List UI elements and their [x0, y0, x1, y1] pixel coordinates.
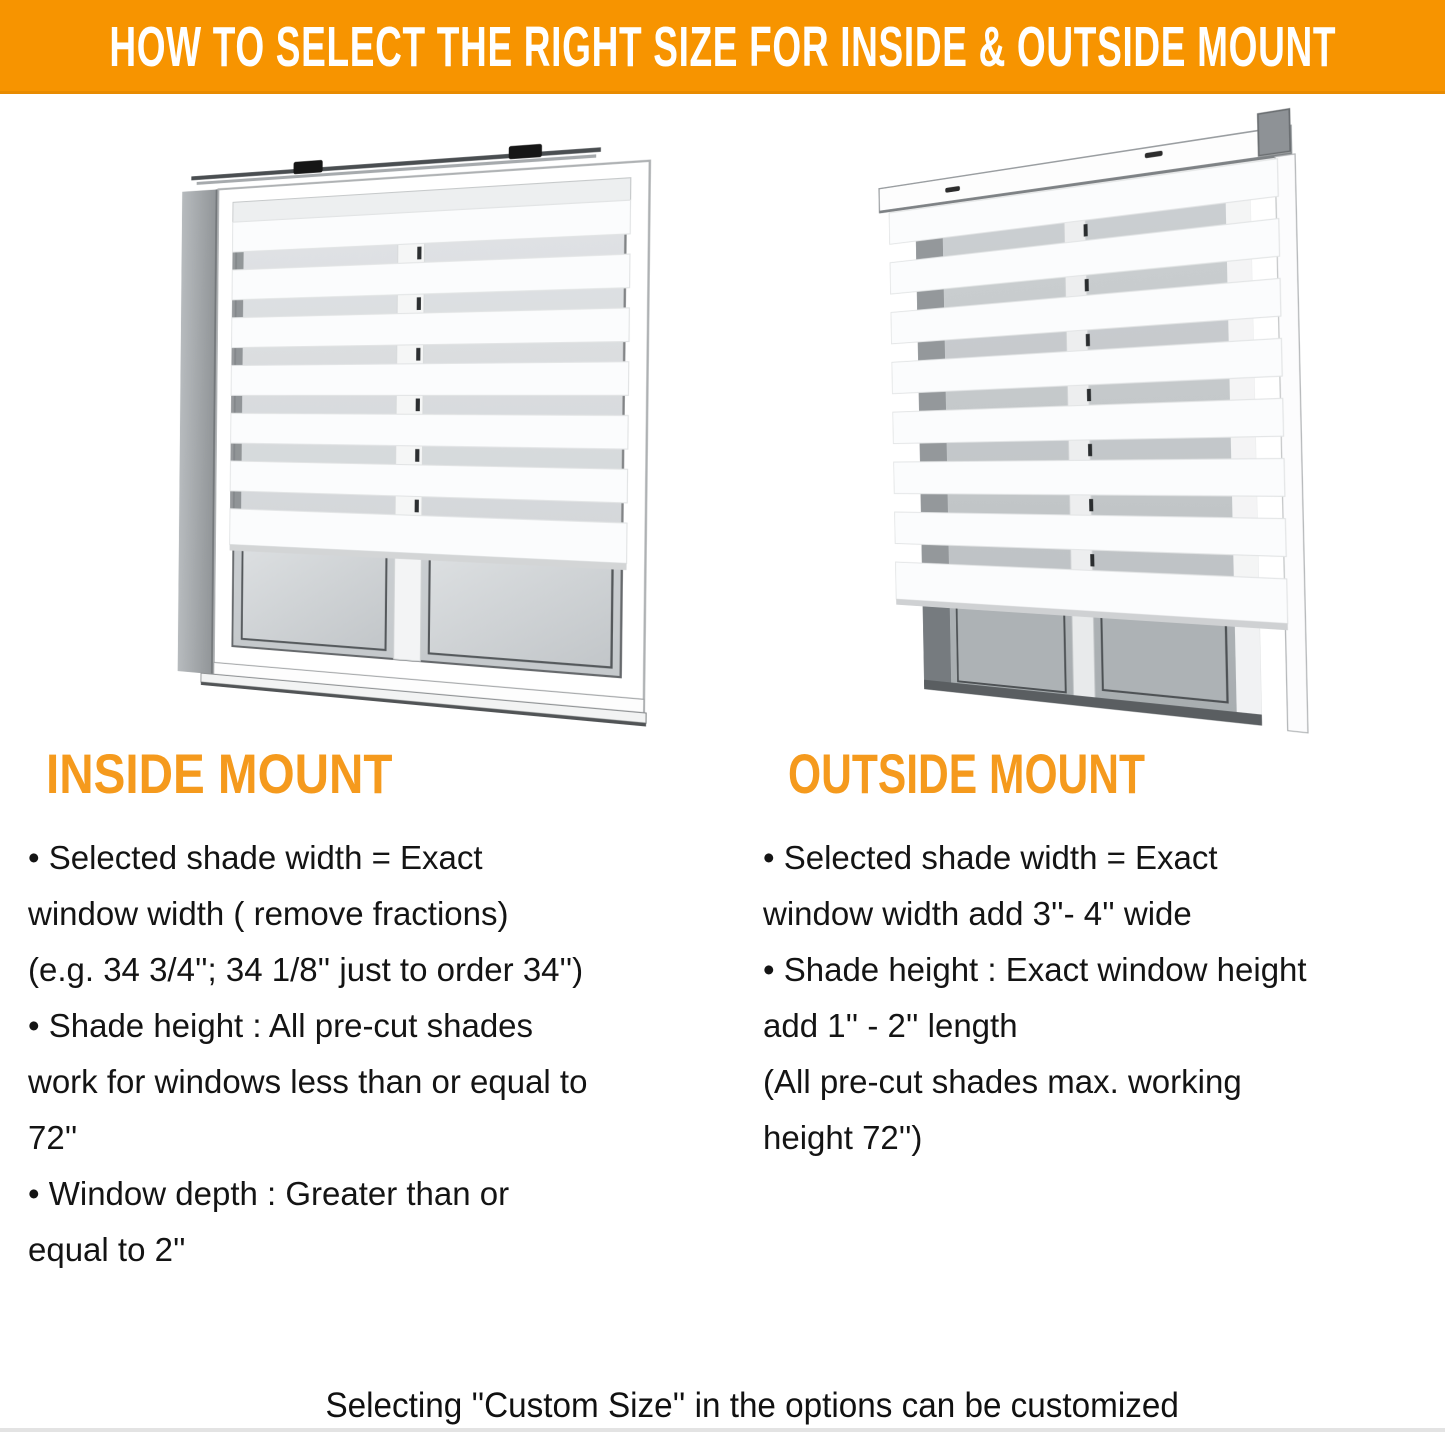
instruction-line: • Shade height : Exact window height — [763, 951, 1307, 988]
outside-mount-figure — [850, 140, 1306, 728]
zebra-shade — [889, 159, 1288, 631]
instruction-line: • Selected shade width = Exact — [28, 839, 483, 876]
page-title: HOW TO SELECT THE RIGHT SIZE FOR INSIDE & OUTSIDE MOUNT — [109, 15, 1336, 79]
bottom-edge-strip — [0, 1428, 1445, 1432]
instruction-line: work for windows less than or equal to — [28, 1063, 588, 1100]
zebra-shade — [230, 178, 631, 570]
outside-mount-heading: OUTSIDE MOUNT — [788, 742, 1146, 805]
instruction-line: window width ( remove fractions) — [28, 895, 509, 932]
instruction-line: (e.g. 34 3/4''; 34 1/8'' just to order 34'') — [28, 951, 584, 988]
instruction-line: height 72'') — [763, 1119, 923, 1156]
title-banner — [0, 0, 1445, 94]
instruction-line: (All pre-cut shades max. working — [763, 1063, 1242, 1100]
instruction-line: • Window depth : Greater than or — [28, 1175, 510, 1212]
custom-size-note — [60, 1386, 1445, 1426]
instruction-line: window width add 3''- 4'' wide — [763, 895, 1192, 932]
instruction-line: equal to 2'' — [28, 1231, 186, 1268]
window-with-zebra-shade-inside-mount-icon — [177, 129, 659, 739]
custom-size-note-text: Selecting ''Custom Size'' in the options can be customized — [325, 1386, 1180, 1425]
outside-mount-instructions — [763, 830, 1307, 1166]
instruction-line: • Shade height : All pre-cut shades — [28, 1007, 534, 1044]
inside-mount-heading: INSIDE MOUNT — [46, 742, 393, 805]
window-with-zebra-shade-outside-mount-icon — [875, 101, 1330, 758]
inside-mount-figure — [158, 148, 642, 714]
inside-mount-instructions — [28, 830, 587, 1278]
instruction-line: 72'' — [28, 1119, 78, 1156]
instruction-line: add 1'' - 2'' length — [763, 1007, 1018, 1044]
instruction-line: • Selected shade width = Exact — [763, 839, 1218, 876]
